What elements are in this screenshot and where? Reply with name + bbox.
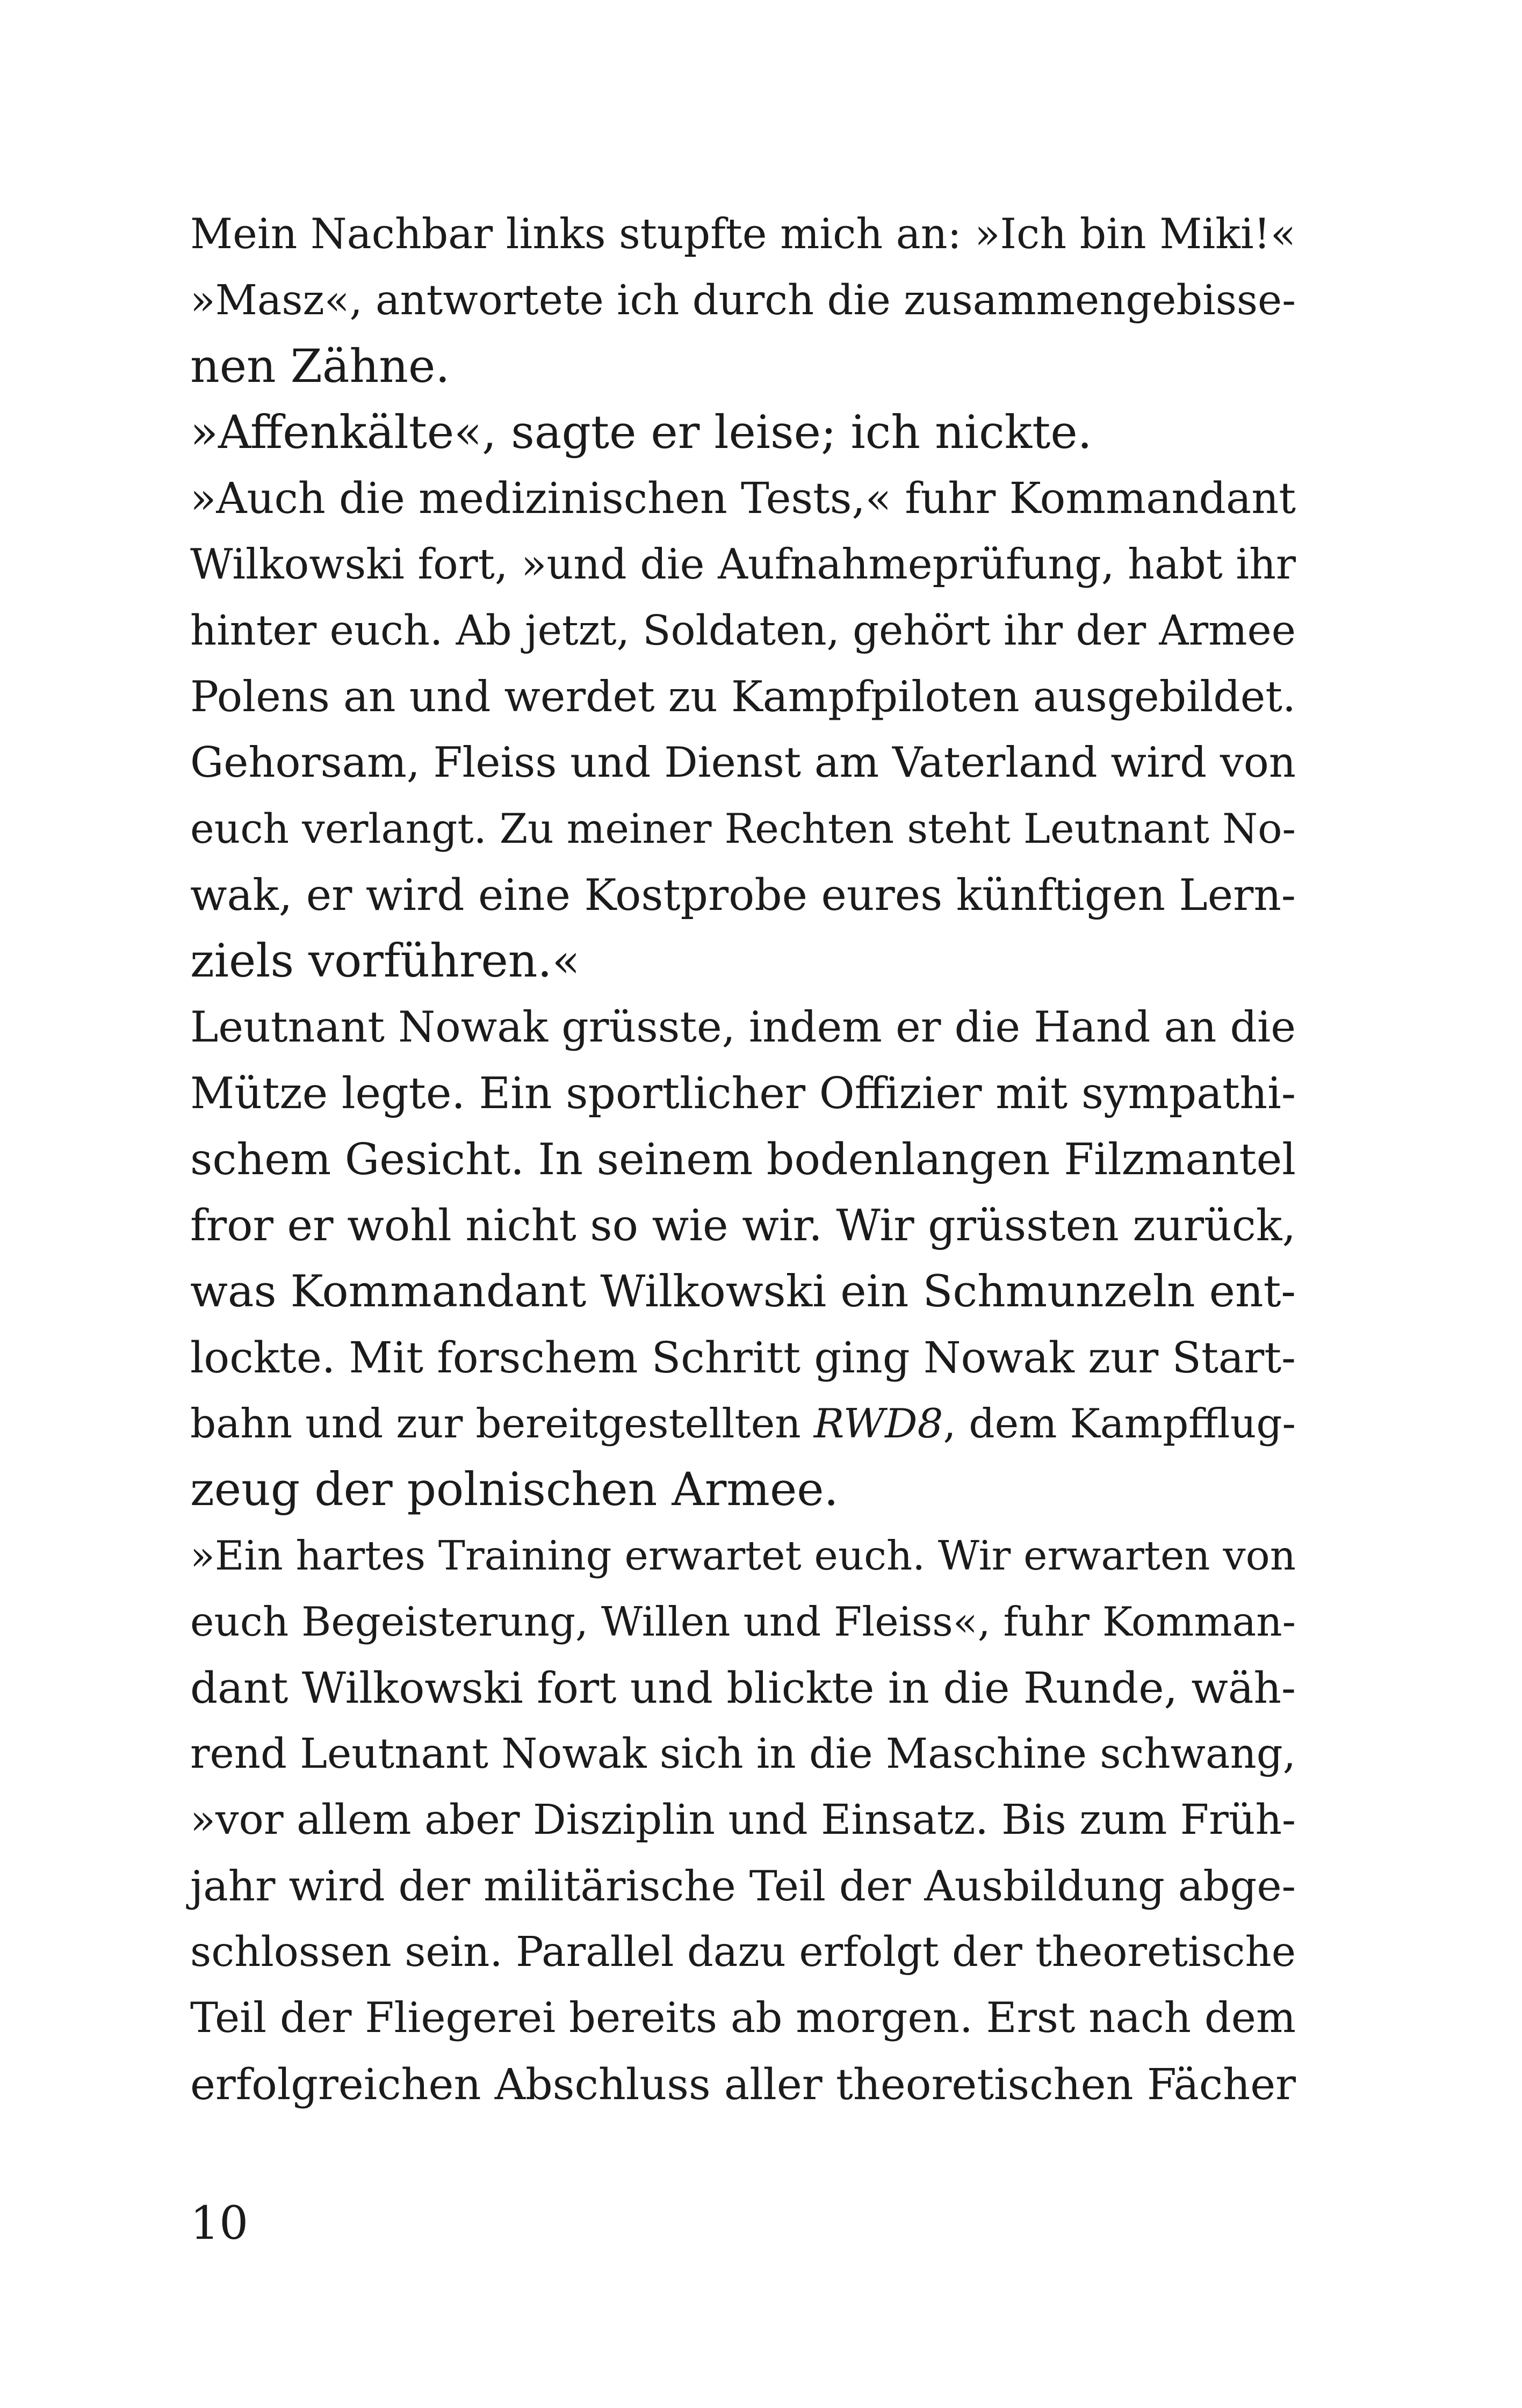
body-text [190, 201, 1296, 2117]
text-line: schlossen sein. Parallel dazu erfolgt der theoretische [190, 1928, 1296, 1976]
text-line: »Ein hartes Training erwartet euch. Wir erwarten von [190, 1532, 1296, 1579]
text-line: wak, er wird eine Kostprobe eures künftigen Lern- [190, 870, 1296, 920]
text-line: Mein Nachbar links stupfte mich an: »Ich bin Miki!« [190, 210, 1296, 258]
text-line: erfolgreichen Abschluss aller theoretischen Fächer [190, 2059, 1296, 2109]
page-number: 10 [190, 2197, 249, 2250]
text-line [190, 1391, 1296, 1457]
text-line: euch verlangt. Zu meiner Rechten steht Leutnant No- [190, 805, 1296, 852]
text-segment: , dem Kampfflug- [943, 1400, 1296, 1447]
text-line: rend Leutnant Nowak sich in die Maschine schwang, [190, 1730, 1296, 1778]
text-line: Teil der Fliegerei bereits ab morgen. Erst nach dem [190, 1994, 1296, 2042]
aircraft-name: RWD8 [813, 1400, 943, 1447]
text-line: Gehorsam, Fleiss und Dienst am Vaterland wird von [190, 739, 1296, 787]
text-line: was Kommandant Wilkowski ein Schmunzeln ent- [190, 1266, 1296, 1317]
text-line: Mütze legte. Ein sportlicher Offizier mit sympathi- [190, 1068, 1296, 1118]
text-segment: bahn und zur bereitgestellten [190, 1400, 814, 1447]
text-line: zeug der polnischen Armee. [190, 1463, 839, 1516]
text-line: dant Wilkowski fort und blickte in die Runde, wäh- [190, 1663, 1296, 1713]
text-line: »Auch die medizinischen Tests,« fuhr Kommandant [190, 474, 1296, 523]
text-line: nen Zähne. [190, 340, 450, 393]
text-line: »Affenkälte«, sagte er leise; ich nickte. [190, 406, 1092, 459]
text-line: Wilkowski fort, »und die Aufnahmeprüfung, habt ihr [190, 540, 1296, 589]
text-line: »vor allem aber Disziplin und Einsatz. Bis zum Früh- [190, 1796, 1296, 1844]
text-line: euch Begeisterung, Willen und Fleiss«, fuhr Komman- [190, 1598, 1296, 1645]
text-line: Leutnant Nowak grüsste, indem er die Hand an die [190, 1002, 1296, 1052]
text-line: Polens an und werdet zu Kampfpiloten ausgebildet. [190, 672, 1296, 721]
text-line: ziels vorführen.« [190, 935, 580, 988]
text-line: »Masz«, antwortete ich durch die zusammengebisse- [190, 277, 1296, 324]
text-line: fror er wohl nicht so wie wir. Wir grüssten zurück, [190, 1200, 1296, 1250]
text-line: lockte. Mit forschem Schritt ging Nowak zur Start- [190, 1333, 1296, 1383]
text-line: schem Gesicht. In seinem bodenlangen Filzmantel [190, 1134, 1296, 1184]
text-line: jahr wird der militärische Teil der Ausbildung abge- [190, 1862, 1296, 1911]
text-line: hinter euch. Ab jetzt, Soldaten, gehört ihr der Armee [190, 607, 1296, 655]
